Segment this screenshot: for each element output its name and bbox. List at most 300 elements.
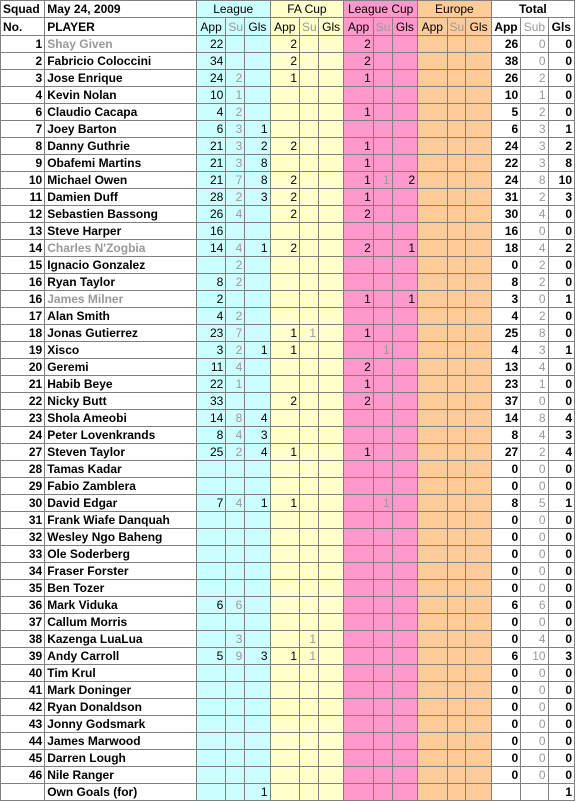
league-cup-su-cell [373, 529, 392, 546]
player-name: Ole Soderberg [45, 546, 197, 563]
table-row [1, 495, 575, 512]
league-cup-gls-cell [392, 767, 417, 784]
europe-app-cell [418, 529, 447, 546]
squad-number: 8 [1, 138, 45, 155]
league-gls-cell: 4 [245, 444, 270, 461]
league-su-header: Su [226, 18, 245, 36]
league-cup-app-cell [344, 529, 373, 546]
league-gls-cell [245, 461, 270, 478]
fa-cup-app-cell [270, 291, 299, 308]
league-cup-gls-cell [392, 257, 417, 274]
fa-cup-gls-cell [319, 393, 344, 410]
europe-app-cell [418, 87, 447, 104]
league-app-cell: 14 [196, 240, 225, 257]
league-cup-gls-cell [392, 682, 417, 699]
total-su-cell: 3 [521, 155, 548, 172]
league-cup-gls-cell [392, 189, 417, 206]
league-cup-gls-cell [392, 461, 417, 478]
league-cup-su-cell [373, 138, 392, 155]
league-cup-gls-cell [392, 648, 417, 665]
fa-cup-app-cell [270, 733, 299, 750]
league-cup-app-cell: 2 [344, 240, 373, 257]
europe-gls-cell [466, 308, 491, 325]
europe-app-cell [418, 376, 447, 393]
league-cup-app-cell [344, 121, 373, 138]
league-su-cell [226, 750, 245, 767]
europe-gls-cell [466, 393, 491, 410]
fa-cup-su-cell [300, 563, 319, 580]
league-cup-gls-cell [392, 784, 417, 801]
europe-su-cell [447, 495, 466, 512]
europe-gls-cell [466, 597, 491, 614]
player-name: Claudio Cacapa [45, 104, 197, 121]
fa-cup-app-cell [270, 308, 299, 325]
europe-app-cell [418, 444, 447, 461]
fa-cup-app-cell [270, 427, 299, 444]
league-cup-su-cell [373, 291, 392, 308]
table-row [1, 342, 575, 359]
total-app-cell: 8 [491, 495, 520, 512]
europe-app-cell [418, 784, 447, 801]
europe-gls-cell [466, 240, 491, 257]
total-su-cell: 0 [521, 563, 548, 580]
fa-cup-gls-cell [319, 308, 344, 325]
fa-cup-gls-cell [319, 461, 344, 478]
player-name: Habib Beye [45, 376, 197, 393]
europe-gls-cell [466, 121, 491, 138]
table-row [1, 104, 575, 121]
total-su-cell: 0 [521, 461, 548, 478]
league-cup-gls-cell [392, 393, 417, 410]
player-name: Xisco [45, 342, 197, 359]
player-name: Damien Duff [45, 189, 197, 206]
league-su-cell: 2 [226, 444, 245, 461]
europe-app-cell [418, 478, 447, 495]
league-cup-su-cell [373, 784, 392, 801]
total-su-cell: 2 [521, 257, 548, 274]
europe-su-cell [447, 614, 466, 631]
total-gls-cell: 0 [548, 461, 574, 478]
league-gls-cell [245, 206, 270, 223]
league-gls-cell: 3 [245, 189, 270, 206]
fa-cup-gls-cell [319, 189, 344, 206]
league-gls-cell: 4 [245, 410, 270, 427]
fa-cup-gls-cell [319, 512, 344, 529]
squad-label: Squad [1, 1, 45, 18]
player-name: Kevin Nolan [45, 87, 197, 104]
league-cup-gls-cell [392, 104, 417, 121]
league-cup-app-cell [344, 410, 373, 427]
total-group-header: Total [491, 1, 574, 18]
total-app-cell: 0 [491, 478, 520, 495]
total-gls-cell: 1 [548, 121, 574, 138]
league-cup-app-cell [344, 733, 373, 750]
league-su-cell: 1 [226, 376, 245, 393]
europe-su-cell [447, 104, 466, 121]
league-cup-gls-cell [392, 410, 417, 427]
total-app-cell: 8 [491, 274, 520, 291]
fa-cup-app-cell: 2 [270, 206, 299, 223]
league-cup-gls-cell [392, 529, 417, 546]
league-cup-gls-cell [392, 546, 417, 563]
squad-number: 41 [1, 682, 45, 699]
europe-gls-cell [466, 512, 491, 529]
player-name: Shay Given [45, 36, 197, 53]
total-app-cell: 14 [491, 410, 520, 427]
league-su-cell: 4 [226, 359, 245, 376]
header-row-1 [1, 1, 575, 18]
fa-cup-gls-cell [319, 529, 344, 546]
europe-su-cell [447, 529, 466, 546]
player-name: James Marwood [45, 733, 197, 750]
fa-cup-gls-cell [319, 291, 344, 308]
league-su-cell: 3 [226, 121, 245, 138]
league-su-cell: 2 [226, 104, 245, 121]
fa-cup-app-cell [270, 410, 299, 427]
europe-gls-cell [466, 648, 491, 665]
europe-gls-cell [466, 529, 491, 546]
europe-gls-cell [466, 546, 491, 563]
table-row [1, 682, 575, 699]
league-app-cell: 10 [196, 87, 225, 104]
league-cup-app-cell [344, 784, 373, 801]
fa-cup-gls-cell [319, 427, 344, 444]
total-gls-cell: 0 [548, 580, 574, 597]
fa-cup-su-cell [300, 580, 319, 597]
fa-cup-su-cell [300, 308, 319, 325]
league-gls-cell: 3 [245, 648, 270, 665]
league-gls-cell [245, 376, 270, 393]
europe-su-cell [447, 36, 466, 53]
fa-cup-su-cell [300, 699, 319, 716]
league-gls-cell [245, 223, 270, 240]
fa-cup-gls-cell [319, 274, 344, 291]
league-cup-gls-cell [392, 733, 417, 750]
europe-group-header: Europe [418, 1, 492, 18]
eu-su-header: Su [447, 18, 466, 36]
europe-su-cell [447, 716, 466, 733]
league-cup-su-cell [373, 444, 392, 461]
league-cup-gls-cell [392, 699, 417, 716]
league-app-cell [196, 733, 225, 750]
fa-cup-app-cell [270, 631, 299, 648]
league-gls-cell: 8 [245, 172, 270, 189]
total-app-cell: 0 [491, 529, 520, 546]
total-gls-cell: 0 [548, 597, 574, 614]
fa-cup-su-cell [300, 138, 319, 155]
lc-su-header: Su [373, 18, 392, 36]
total-gls-cell: 1 [548, 784, 574, 801]
fa-cup-app-cell: 2 [270, 36, 299, 53]
europe-app-cell [418, 393, 447, 410]
fa-cup-su-cell [300, 665, 319, 682]
total-app-cell: 30 [491, 206, 520, 223]
fa-cup-gls-cell [319, 767, 344, 784]
league-cup-app-cell [344, 665, 373, 682]
europe-gls-cell [466, 189, 491, 206]
fa-cup-app-cell [270, 121, 299, 138]
europe-app-cell [418, 597, 447, 614]
league-gls-cell [245, 750, 270, 767]
league-su-cell [226, 784, 245, 801]
league-cup-app-cell [344, 614, 373, 631]
table-row [1, 155, 575, 172]
total-app-cell: 37 [491, 393, 520, 410]
league-cup-gls-cell [392, 342, 417, 359]
player-name: Shola Ameobi [45, 410, 197, 427]
league-app-cell [196, 512, 225, 529]
europe-su-cell [447, 223, 466, 240]
europe-su-cell [447, 767, 466, 784]
league-app-cell [196, 784, 225, 801]
europe-su-cell [447, 750, 466, 767]
europe-su-cell [447, 427, 466, 444]
league-cup-su-cell [373, 478, 392, 495]
league-cup-su-cell [373, 274, 392, 291]
total-app-cell: 3 [491, 291, 520, 308]
league-cup-app-cell: 2 [344, 36, 373, 53]
league-cup-gls-cell [392, 512, 417, 529]
squad-number: 46 [1, 767, 45, 784]
league-gls-cell: 1 [245, 342, 270, 359]
fa-cup-su-cell: 1 [300, 631, 319, 648]
total-app-header: App [491, 18, 520, 36]
league-app-cell: 22 [196, 376, 225, 393]
squad-number: 16 [1, 274, 45, 291]
league-gls-cell [245, 308, 270, 325]
fa-cup-gls-cell [319, 665, 344, 682]
europe-app-cell [418, 138, 447, 155]
europe-gls-cell [466, 495, 491, 512]
league-su-cell: 2 [226, 257, 245, 274]
league-gls-cell: 1 [245, 121, 270, 138]
total-su-cell: 6 [521, 597, 548, 614]
league-app-cell: 24 [196, 70, 225, 87]
league-gls-cell [245, 478, 270, 495]
league-gls-cell [245, 274, 270, 291]
europe-app-cell [418, 716, 447, 733]
league-su-cell [226, 682, 245, 699]
fa-cup-gls-cell [319, 648, 344, 665]
europe-su-cell [447, 546, 466, 563]
league-gls-cell [245, 359, 270, 376]
total-gls-cell: 0 [548, 206, 574, 223]
total-gls-cell: 3 [548, 427, 574, 444]
league-su-cell [226, 699, 245, 716]
league-gls-cell [245, 257, 270, 274]
league-su-cell: 3 [226, 155, 245, 172]
squad-number: 1 [1, 36, 45, 53]
fa-cup-su-cell [300, 121, 319, 138]
fa-cup-gls-cell [319, 257, 344, 274]
league-cup-gls-cell [392, 138, 417, 155]
league-su-cell [226, 716, 245, 733]
league-cup-su-cell [373, 257, 392, 274]
fa-cup-app-cell [270, 155, 299, 172]
fa-cup-su-cell [300, 767, 319, 784]
league-su-cell [226, 291, 245, 308]
squad-number: 37 [1, 614, 45, 631]
fa-cup-gls-cell [319, 563, 344, 580]
league-app-cell [196, 614, 225, 631]
fa-cup-su-cell [300, 274, 319, 291]
league-gls-cell [245, 767, 270, 784]
squad-number: 14 [1, 240, 45, 257]
player-name: Nile Ranger [45, 767, 197, 784]
table-row [1, 393, 575, 410]
league-cup-app-cell [344, 682, 373, 699]
total-app-cell: 5 [491, 104, 520, 121]
league-su-cell: 7 [226, 325, 245, 342]
league-su-cell [226, 733, 245, 750]
league-app-cell [196, 682, 225, 699]
player-rows [1, 36, 575, 801]
league-cup-su-cell [373, 614, 392, 631]
squad-number: 7 [1, 121, 45, 138]
player-name: Callum Morris [45, 614, 197, 631]
total-app-cell: 16 [491, 223, 520, 240]
total-gls-cell: 0 [548, 665, 574, 682]
total-gls-cell: 1 [548, 291, 574, 308]
europe-su-cell [447, 393, 466, 410]
europe-su-cell [447, 172, 466, 189]
total-app-cell: 27 [491, 444, 520, 461]
league-cup-su-cell [373, 36, 392, 53]
total-app-cell: 25 [491, 325, 520, 342]
league-cup-gls-cell [392, 750, 417, 767]
europe-app-cell [418, 274, 447, 291]
league-cup-su-cell: 1 [373, 495, 392, 512]
league-cup-su-cell [373, 410, 392, 427]
total-gls-cell: 0 [548, 393, 574, 410]
total-gls-cell: 0 [548, 529, 574, 546]
league-gls-cell [245, 682, 270, 699]
table-row [1, 733, 575, 750]
total-app-cell: 0 [491, 512, 520, 529]
europe-app-cell [418, 189, 447, 206]
squad-number: 42 [1, 699, 45, 716]
league-cup-app-cell [344, 512, 373, 529]
player-name: Geremi [45, 359, 197, 376]
league-cup-su-cell [373, 699, 392, 716]
europe-app-cell [418, 512, 447, 529]
europe-gls-cell [466, 325, 491, 342]
league-cup-su-cell [373, 512, 392, 529]
player-name: Steve Harper [45, 223, 197, 240]
player-name: Mark Doninger [45, 682, 197, 699]
europe-gls-cell [466, 87, 491, 104]
europe-gls-cell [466, 70, 491, 87]
total-su-cell: 2 [521, 308, 548, 325]
table-row [1, 529, 575, 546]
fa-cup-su-cell [300, 495, 319, 512]
total-gls-cell: 0 [548, 87, 574, 104]
league-app-cell: 25 [196, 444, 225, 461]
europe-app-cell [418, 546, 447, 563]
league-gls-cell: 1 [245, 240, 270, 257]
fa-cup-app-cell: 1 [270, 648, 299, 665]
fa-cup-app-cell [270, 682, 299, 699]
europe-gls-cell [466, 716, 491, 733]
no-label: No. [1, 18, 45, 36]
squad-number: 11 [1, 189, 45, 206]
league-cup-app-cell [344, 716, 373, 733]
league-gls-cell [245, 87, 270, 104]
squad-number: 18 [1, 325, 45, 342]
fa-cup-gls-cell [319, 376, 344, 393]
fa-cup-gls-cell [319, 70, 344, 87]
europe-gls-cell [466, 155, 491, 172]
fa-cup-su-cell: 1 [300, 325, 319, 342]
player-name: David Edgar [45, 495, 197, 512]
league-app-cell: 6 [196, 121, 225, 138]
league-cup-gls-cell [392, 614, 417, 631]
league-app-cell: 8 [196, 274, 225, 291]
fa-cup-app-cell [270, 376, 299, 393]
total-su-cell: 0 [521, 478, 548, 495]
squad-number: 32 [1, 529, 45, 546]
fa-cup-app-cell [270, 359, 299, 376]
europe-gls-cell [466, 461, 491, 478]
europe-su-cell [447, 444, 466, 461]
league-app-cell [196, 563, 225, 580]
squad-number: 6 [1, 104, 45, 121]
fa-cup-app-cell [270, 512, 299, 529]
fa-cup-app-cell: 2 [270, 189, 299, 206]
total-app-cell: 13 [491, 359, 520, 376]
europe-gls-cell [466, 682, 491, 699]
league-app-cell: 16 [196, 223, 225, 240]
total-app-cell [491, 784, 520, 801]
total-gls-cell: 1 [548, 495, 574, 512]
league-gls-cell [245, 393, 270, 410]
europe-su-cell [447, 325, 466, 342]
league-group-header: League [196, 1, 270, 18]
total-gls-cell: 3 [548, 189, 574, 206]
player-name: Ignacio Gonzalez [45, 257, 197, 274]
league-app-cell [196, 699, 225, 716]
fa-cup-su-cell [300, 172, 319, 189]
player-name: Sebastien Bassong [45, 206, 197, 223]
league-cup-app-cell: 1 [344, 189, 373, 206]
league-app-cell [196, 716, 225, 733]
total-su-cell: 8 [521, 325, 548, 342]
table-row [1, 767, 575, 784]
total-app-cell: 23 [491, 376, 520, 393]
league-cup-gls-cell [392, 495, 417, 512]
fa-cup-su-cell [300, 53, 319, 70]
league-app-cell: 21 [196, 172, 225, 189]
league-cup-app-cell: 1 [344, 138, 373, 155]
squad-number: 24 [1, 427, 45, 444]
player-name: Own Goals (for) [45, 784, 197, 801]
league-app-cell [196, 478, 225, 495]
player-name: Michael Owen [45, 172, 197, 189]
fa-cup-su-cell [300, 104, 319, 121]
fa-cup-su-cell [300, 512, 319, 529]
total-su-cell: 0 [521, 767, 548, 784]
europe-app-cell [418, 70, 447, 87]
squad-number: 44 [1, 733, 45, 750]
fa-cup-su-cell [300, 461, 319, 478]
table-row [1, 461, 575, 478]
total-gls-cell: 0 [548, 223, 574, 240]
total-app-cell: 8 [491, 427, 520, 444]
table-row [1, 597, 575, 614]
europe-app-cell [418, 308, 447, 325]
total-gls-cell: 0 [548, 104, 574, 121]
europe-app-cell [418, 614, 447, 631]
